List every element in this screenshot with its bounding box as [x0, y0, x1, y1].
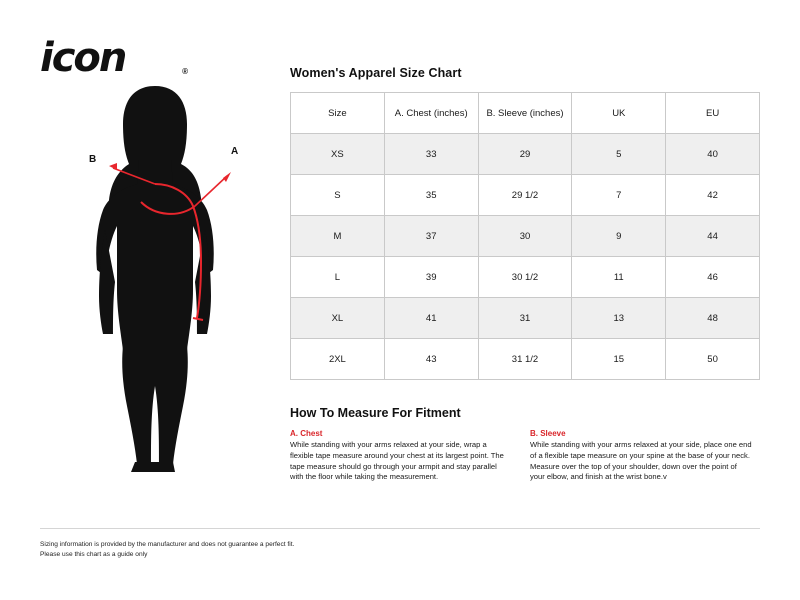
footer-line-1: Sizing information is provided by the manufacturer and does not guarantee a perfect fit.	[40, 541, 295, 548]
cell-uk: 15	[572, 339, 666, 380]
how-to-chest-body: While standing with your arms relaxed at your side, wrap a flexible tape measure around your chest at its largest point. The tape measure should go through your armpit and stay parallel with the floor while taking the measurement.	[290, 440, 504, 482]
table-row	[291, 257, 760, 298]
cell-eu: 40	[666, 134, 760, 175]
cell-sleeve: 29	[478, 134, 572, 175]
table-row	[291, 216, 760, 257]
cell-chest: 37	[384, 216, 478, 257]
logo-wordmark: icon	[40, 35, 126, 81]
cell-eu: 44	[666, 216, 760, 257]
cell-sleeve: 31	[478, 298, 572, 339]
cell-size: XS	[291, 134, 385, 175]
footer-divider	[40, 528, 760, 529]
footer-line-2: Please use this chart as a guide only	[40, 551, 148, 559]
column-header-eu: EU	[666, 93, 760, 134]
icon-brand-logo	[40, 35, 188, 81]
cell-eu: 48	[666, 298, 760, 339]
page-title: Women's Apparel Size Chart	[290, 66, 462, 80]
table-row	[291, 175, 760, 216]
cell-chest: 33	[384, 134, 478, 175]
cell-sleeve: 30	[478, 216, 572, 257]
how-to-chest-column	[290, 429, 512, 483]
chart-column	[290, 66, 760, 483]
footer-disclaimer	[40, 540, 540, 560]
cell-eu: 50	[666, 339, 760, 380]
cell-size: L	[291, 257, 385, 298]
cell-uk: 11	[572, 257, 666, 298]
cell-uk: 5	[572, 134, 666, 175]
silhouette-svg	[55, 80, 255, 480]
column-header-size: Size	[291, 93, 385, 134]
how-to-measure-title: How To Measure For Fitment	[290, 406, 461, 420]
table-header-row	[291, 93, 760, 134]
cell-chest: 41	[384, 298, 478, 339]
cell-sleeve: 29 1/2	[478, 175, 572, 216]
how-to-measure-columns	[290, 429, 760, 483]
cell-uk: 13	[572, 298, 666, 339]
column-header-uk: UK	[572, 93, 666, 134]
table-row	[291, 298, 760, 339]
cell-size: S	[291, 175, 385, 216]
table-row	[291, 134, 760, 175]
cell-chest: 39	[384, 257, 478, 298]
cell-size: XL	[291, 298, 385, 339]
female-silhouette-illustration	[55, 80, 255, 480]
table-body	[291, 134, 760, 380]
how-to-chest-heading: A. Chest	[290, 429, 323, 438]
cell-chest: 35	[384, 175, 478, 216]
cell-sleeve: 30 1/2	[478, 257, 572, 298]
callout-label-b: B	[89, 154, 97, 165]
size-chart-table	[290, 92, 760, 380]
column-header-chest: A. Chest (inches)	[384, 93, 478, 134]
cell-eu: 46	[666, 257, 760, 298]
cell-chest: 43	[384, 339, 478, 380]
how-to-sleeve-heading: B. Sleeve	[530, 429, 566, 438]
cell-uk: 7	[572, 175, 666, 216]
column-header-sleeve: B. Sleeve (inches)	[478, 93, 572, 134]
cell-eu: 42	[666, 175, 760, 216]
registered-trademark-icon: ®	[182, 67, 188, 76]
how-to-measure-section	[290, 406, 760, 483]
how-to-sleeve-column	[530, 429, 752, 483]
cell-sleeve: 31 1/2	[478, 339, 572, 380]
cell-size: M	[291, 216, 385, 257]
cell-uk: 9	[572, 216, 666, 257]
table-header	[291, 93, 760, 134]
table-row	[291, 339, 760, 380]
how-to-sleeve-body: While standing with your arms relaxed at your side, place one end of a flexible tape measure on your spine at the base of your neck. Measure over the top of your shoulder, down over the point of your elbow, and finish at the wrist bone.v	[530, 440, 752, 482]
cell-size: 2XL	[291, 339, 385, 380]
callout-label-a: A	[231, 146, 239, 157]
